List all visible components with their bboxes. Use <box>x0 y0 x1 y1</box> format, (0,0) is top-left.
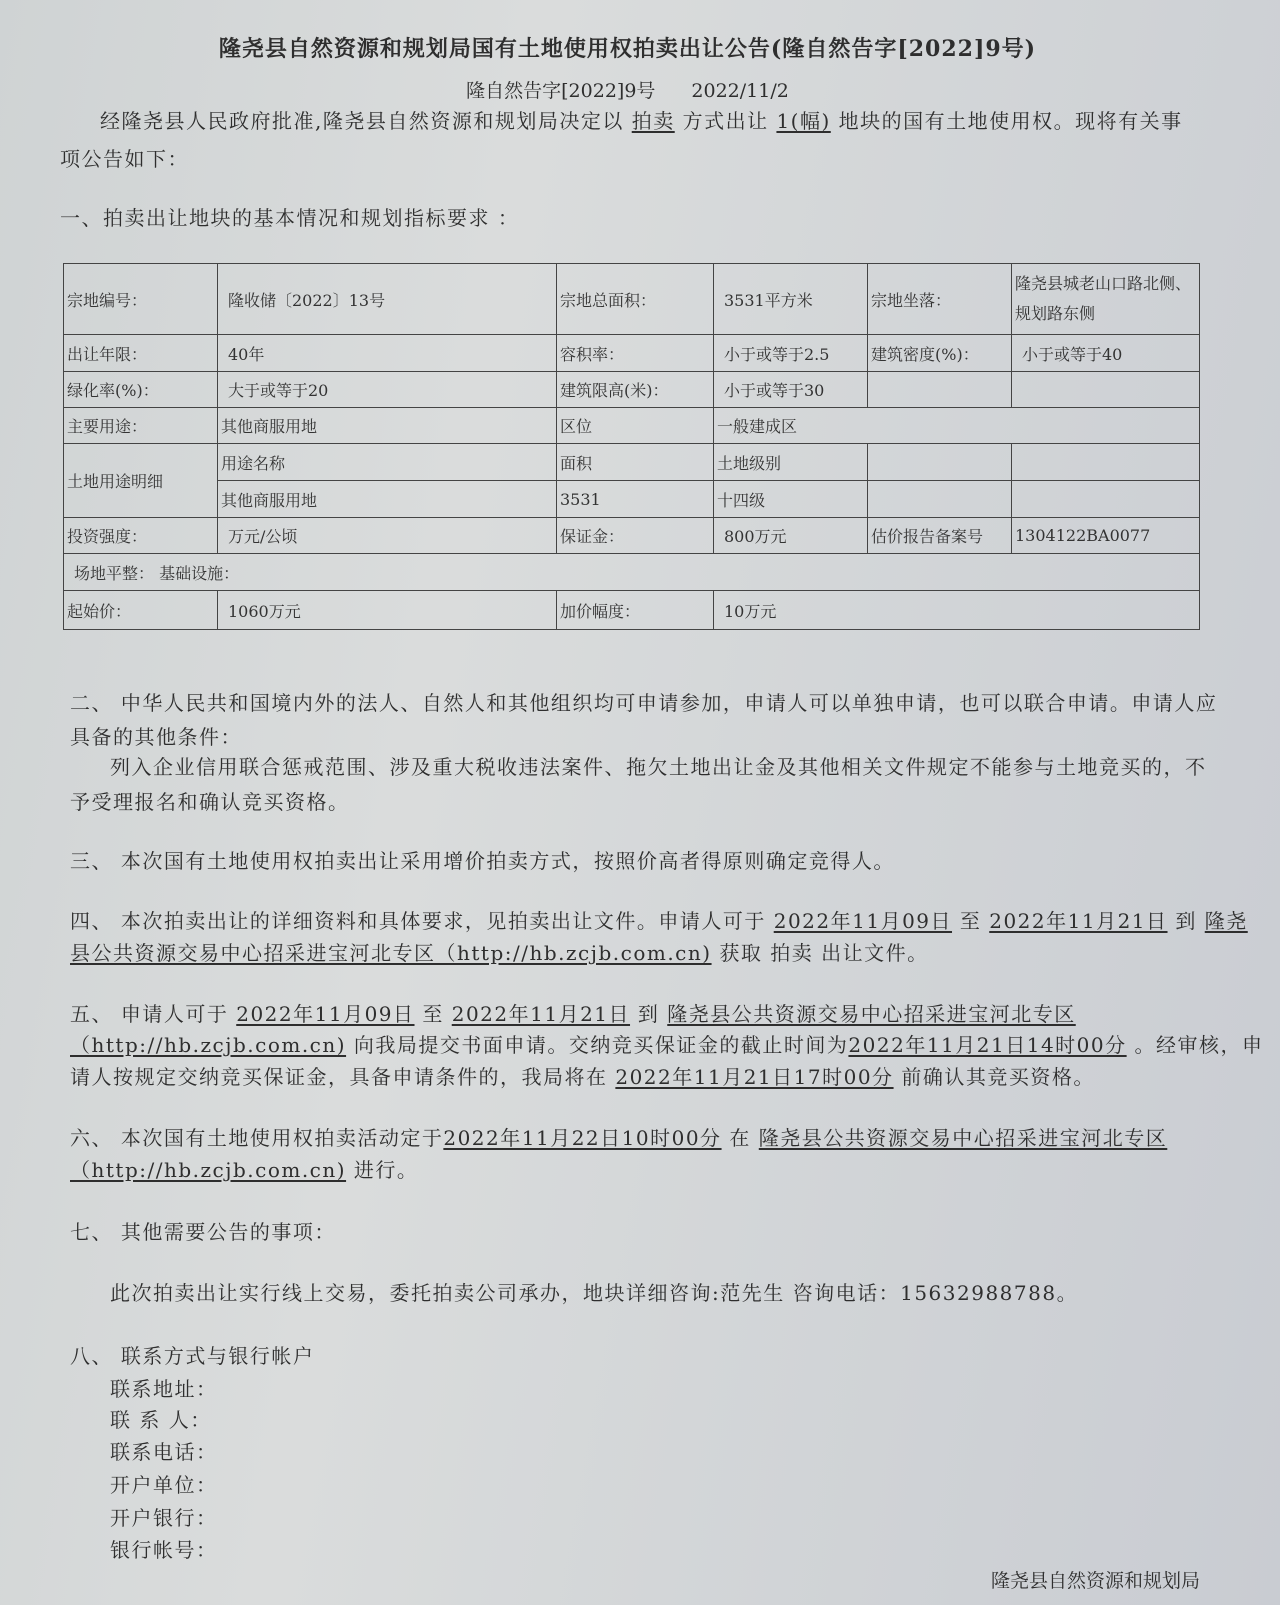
date: 2022年11月21日17时00分 <box>615 1065 894 1089</box>
section-5-line <box>70 1064 1095 1090</box>
intro-line-2: 项公告如下： <box>60 147 189 171</box>
table-cell: 其他商服用地 <box>218 408 557 444</box>
section-4-line <box>70 940 929 966</box>
table-cell <box>868 481 1012 518</box>
table-cell: 40年 <box>218 335 557 372</box>
table-row <box>64 372 1200 408</box>
table-cell <box>868 372 1012 408</box>
table-cell: 1304122BA0077 <box>1012 518 1200 554</box>
table-cell: 3531平方米 <box>714 264 868 335</box>
table-cell: 土地级别 <box>714 444 868 481</box>
table-cell: 保证金： <box>557 518 714 554</box>
date: 2022年11月21日 <box>989 909 1168 933</box>
table-cell: 宗地坐落： <box>868 264 1012 335</box>
section-7-heading: 七、 其他需要公告的事项： <box>70 1220 336 1244</box>
table-cell: 投资强度： <box>64 518 218 554</box>
text: 到 <box>630 1002 668 1026</box>
table-row <box>64 335 1200 372</box>
table-cell: 绿化率(%)： <box>64 372 218 408</box>
deadline: 2022年11月21日14时00分 <box>848 1033 1127 1057</box>
text: 请人按规定交纳竞买保证金，具备申请条件的，我局将在 <box>70 1065 616 1089</box>
url-link[interactable]: （http://hb.zcjb.com.cn) <box>70 1158 347 1182</box>
section-7-body: 此次拍卖出让实行线上交易，委托拍卖公司承办，地块详细咨询:范先生 咨询电话：15632988788。 <box>110 1281 1079 1305</box>
table-cell: 宗地编号： <box>64 264 218 335</box>
table-cell <box>868 444 1012 481</box>
text: 方式出让 <box>674 109 777 133</box>
doc-date: 2022/11/2 <box>691 80 789 102</box>
text: 。经审核，申 <box>1126 1033 1264 1057</box>
intro-line-1 <box>100 108 1183 134</box>
text: 五、 申请人可于 <box>70 1002 237 1026</box>
table-cell: 大于或等于20 <box>218 372 557 408</box>
contact-field: 开户单位： <box>110 1473 218 1497</box>
table-cell: 十四级 <box>714 481 868 518</box>
contact-field: 联 系 人： <box>110 1408 212 1432</box>
table-cell: 小于或等于30 <box>714 372 868 408</box>
table-row <box>64 444 1200 481</box>
contact-field: 联系电话： <box>110 1440 218 1464</box>
section-6-line <box>70 1125 1167 1151</box>
table-cell: 场地平整： 基础设施： <box>64 554 1200 591</box>
text: 六、 本次国有土地使用权拍卖活动定于 <box>70 1126 444 1150</box>
text: 地块的国有土地使用权。现将有关事 <box>830 109 1183 133</box>
text: 至 <box>952 909 990 933</box>
table-cell: 用途名称 <box>218 444 557 481</box>
table-row <box>64 554 1200 591</box>
table-row <box>64 481 1200 518</box>
table-cell <box>1012 481 1200 518</box>
parcel-count: 1(幅) <box>776 109 831 133</box>
contact-field: 开户银行： <box>110 1506 218 1530</box>
parcel-table <box>63 263 1200 630</box>
place-link[interactable]: 县公共资源交易中心招采进宝河北专区（http://hb.zcjb.com.cn) <box>70 941 712 965</box>
section-6-line <box>70 1157 418 1183</box>
table-cell: 主要用途： <box>64 408 218 444</box>
text: 在 <box>721 1126 759 1150</box>
place: 隆尧县公共资源交易中心招采进宝河北专区 <box>758 1126 1168 1150</box>
doc-number: 隆自然告字[2022]9号 <box>466 80 656 102</box>
table-row <box>64 518 1200 554</box>
section-2-line: 二、 中华人民共和国境内外的法人、自然人和其他组织均可申请参加，申请人可以单独申请，也可以联合申请。申请人应 <box>70 691 1218 715</box>
text: 获取 拍卖 出让文件。 <box>711 941 929 965</box>
section-1-heading: 一、拍卖出让地块的基本情况和规划指标要求 ： <box>60 206 520 230</box>
section-8-heading: 八、 联系方式与银行帐户 <box>70 1344 315 1368</box>
table-cell: 万元/公顷 <box>218 518 557 554</box>
table-row <box>64 408 1200 444</box>
table-cell: 区位 <box>557 408 714 444</box>
datetime: 2022年11月22日10时00分 <box>443 1126 722 1150</box>
table-cell <box>1012 372 1200 408</box>
section-5-line <box>70 1032 1263 1058</box>
text: 到 <box>1167 909 1205 933</box>
table-cell: 面积 <box>557 444 714 481</box>
table-cell: 估价报告备案号 <box>868 518 1012 554</box>
table-cell: 其他商服用地 <box>218 481 557 518</box>
section-2-line: 具备的其他条件： <box>70 725 242 749</box>
text: 经隆尧县人民政府批准,隆尧县自然资源和规划局决定以 <box>100 109 632 133</box>
text: 向我局提交书面申请。交纳竞买保证金的截止时间为 <box>346 1033 849 1057</box>
date: 2022年11月21日 <box>451 1002 631 1026</box>
table-cell: 小于或等于2.5 <box>714 335 868 372</box>
table-cell: 宗地总面积： <box>557 264 714 335</box>
section-2-line: 予受理报名和确认竞买资格。 <box>70 790 350 814</box>
table-row <box>64 264 1200 335</box>
section-2-line: 列入企业信用联合惩戒范围、涉及重大税收违法案件、拖欠土地出让金及其他相关文件规定不能参与土地竞买的，不 <box>110 755 1207 779</box>
section-3: 三、 本次国有土地使用权拍卖出让采用增价拍卖方式，按照价高者得原则确定竞得人。 <box>70 849 895 873</box>
table-cell: 小于或等于40 <box>1012 335 1200 372</box>
method: 拍卖 <box>631 109 675 133</box>
table-cell: 1060万元 <box>218 591 557 630</box>
page-title: 隆尧县自然资源和规划局国有土地使用权拍卖出让公告(隆自然告字[2022]9号) <box>218 36 1037 62</box>
section-4-line <box>70 908 1248 934</box>
signature-issuer: 隆尧县自然资源和规划局 <box>990 1570 1200 1592</box>
url-link[interactable]: （http://hb.zcjb.com.cn) <box>70 1033 347 1057</box>
section-5-line <box>70 1001 1076 1027</box>
table-cell: 建筑限高(米)： <box>557 372 714 408</box>
date: 2022年11月09日 <box>773 909 953 933</box>
table-cell: 出让年限： <box>64 335 218 372</box>
doc-subtitle <box>0 76 1255 103</box>
table-cell: 隆收储〔2022〕13号 <box>218 264 557 335</box>
table-cell: 一般建成区 <box>714 408 1200 444</box>
place: 隆尧 <box>1204 909 1248 933</box>
table-cell: 10万元 <box>714 591 1200 630</box>
text: 至 <box>414 1002 452 1026</box>
contact-field: 银行帐号： <box>110 1538 218 1562</box>
table-cell <box>1012 444 1200 481</box>
table-cell: 800万元 <box>714 518 868 554</box>
table-cell: 加价幅度： <box>557 591 714 630</box>
table-cell: 3531 <box>557 481 714 518</box>
table-cell: 建筑密度(%)： <box>868 335 1012 372</box>
text: 前确认其竞买资格。 <box>893 1065 1095 1089</box>
table-row <box>64 591 1200 630</box>
date: 2022年11月09日 <box>236 1002 415 1026</box>
table-cell: 容积率： <box>557 335 714 372</box>
place: 隆尧县公共资源交易中心招采进宝河北专区 <box>667 1002 1076 1026</box>
table-cell: 起始价： <box>64 591 218 630</box>
table-cell: 土地用途明细 <box>64 444 218 518</box>
table-cell: 隆尧县城老山口路北侧、规划路东侧 <box>1012 264 1200 335</box>
contact-field: 联系地址： <box>110 1377 218 1401</box>
text: 进行。 <box>346 1158 419 1182</box>
text: 四、 本次拍卖出让的详细资料和具体要求，见拍卖出让文件。申请人可于 <box>70 909 774 933</box>
